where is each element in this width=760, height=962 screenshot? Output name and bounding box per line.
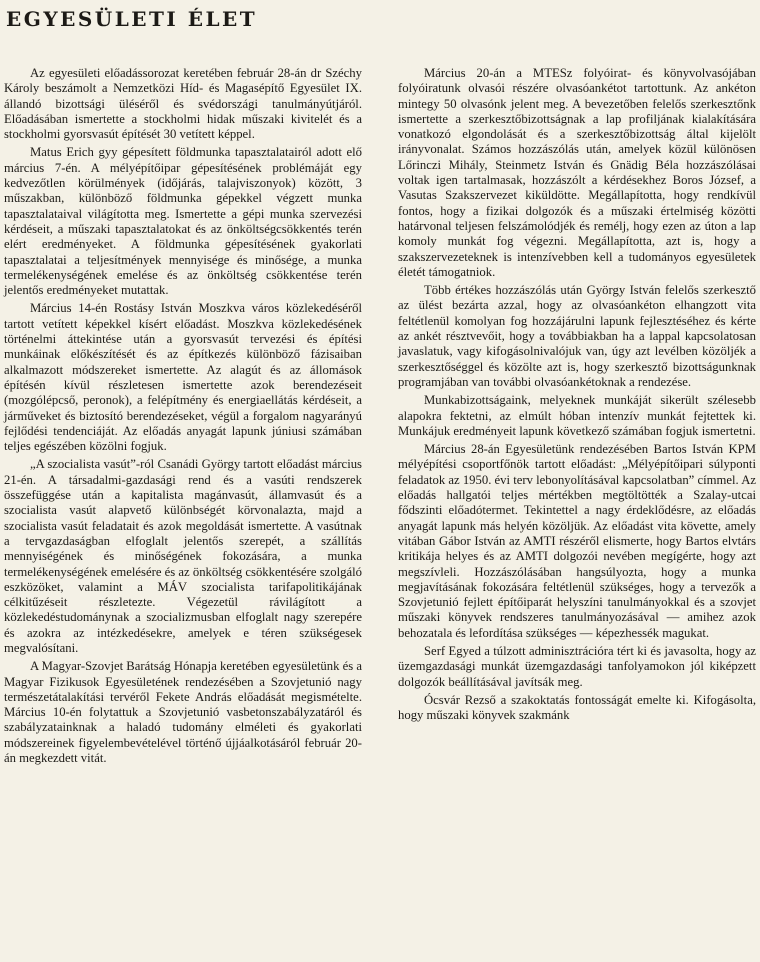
section-heading: EGYESÜLETI ÉLET xyxy=(6,7,258,31)
right-column xyxy=(398,66,756,726)
article-paragraph: A Magyar-Szovjet Barátság Hónapja keretében egyesületünk és a Magyar Fizikusok Egyesületének rendezésében a Szovjetunió nagy természetátalakítási tervéről Fekete András előadását megismételte. Március 10-én folytattuk a Szovjetunió vasbetonszabályzatáról és szabályzatainknak a haladó tudomány elméleti és gyakorlati módszereinek figyelembevételével történő újjáalkotásáról február 20-án megkezdett vitát. xyxy=(4,659,362,766)
left-column xyxy=(4,66,362,769)
article-paragraph: Ócsvár Rezső a szakoktatás fontosságát emelte ki. Kifogásolta, hogy műszaki könyvek szakmánk xyxy=(398,692,756,723)
article-paragraph: Március 28-án Egyesületünk rendezésében Bartos István KPM mélyépítési csoportfőnök tartott előadást: „Mélyépítőipari súlyponti feladatok az 1950. évi terv lebonyolításával kapcsolatban” címmel. Az előadás hallgatói teljes mértékben megtöltötték a Szalay-utcai fődszinti előadótermet. Tekintettel a nagy érdeklődésre, az előadás anyagát lapunk más helyén közöljük. Az előadást vita követte, amely vitában Gábor István az AMTI részéről elismerte, hogy Bartos elvtárs kritikája helyes és az AMTI dolgozói nevében megígérte, hogy azt megszívleli. Hozzászólásában hangsúlyozta, hogy a munka megjavításának fokozására feltétlenül szükséges, hogy a tervezők a Szovjetunió fejlett építőiparát helyszíni tanulmányokkal és a szovjet műszaki könyvek rendszeres tanulmányozásával — amihez azok behozatala és lefordítása szükséges — képezhessék magukat. xyxy=(398,442,756,640)
article-paragraph: Munkabizottságaink, melyeknek munkáját sikerült szélesebb alapokra fektetni, az elmúlt hóban intenzív munkát fejtettek ki. Munkájuk eredményeit lapunk következő számában fogjuk ismertetni. xyxy=(398,393,756,438)
article-paragraph: Az egyesületi előadássorozat keretében február 28-án dr Széchy Károly beszámolt a Nemzetközi Híd- és Magasépítő Egyesület IX. állandó bizottsági üléséről és svédországi tanulmányútjáról. Előadásában ismertette a stockholmi hidak műszaki kivitelét és a stockholmi gyorsvasút építését 30 vetített képpel. xyxy=(4,66,362,142)
article-paragraph: Matus Erich gyy gépesített földmunka tapasztalatairól adott elő március 7-én. A mélyépítőipar gépesítésének problémáját egy kedvezőtlen körülmények (időjárás, talajviszonyok) között, 3 műszakban, különböző földmunka gépekkel végzett munka tapasztalataival világította meg. Ismertette a gépi munka szervezési kérdéseit, a műszaki tapasztalatokat és az önköltségcsökkentés terén elért eredményeket. A földmunka gépesítésének gyakorlati tapasztalatai a teljesítmények mennyisége és minősége, a munka termelékenységének emelése és az önköltség csökkentése terén jelentős eredményeket mutattak. xyxy=(4,145,362,298)
article-paragraph: Március 14-én Rostásy István Moszkva város közlekedéséről tartott vetített képekkel kísért előadást. Moszkva közlekedésének történelmi áttekintése után a gyorsvasút tervezési és építési munkáinak előkészítését és az építkezés különböző fázisaiban alkalmazott módszereket ismertette. Az alagút és az állomások építésén kívül részletesen ismertette azok berendezéseit (mozgólépcső, peronok), a felépítmény és energiaellátás kérdéseit, a járműveket és biztosító berendezéseket, végül a forgalom nagyarányú fejlődési tendenciáját. Az előadás anyagát lapunk júniusi számában teljes egészében közölni fogjuk. xyxy=(4,301,362,454)
article-paragraph: Serf Egyed a túlzott adminisztrációra tért ki és javasolta, hogy az üzemgazdasági munkát üzemgazdasági tanfolyamokon jól kiképzett dolgozók beállításával javítsák meg. xyxy=(398,643,756,689)
article-paragraph: Több értékes hozzászólás után György István felelős szerkesztő az ülést bezárta azzal, hogy az olvasóankéton elhangzott vita feltétlenül komolyan fog hozzájárulni lapunk fejlesztéséhez és kérte az ankét résztvevőit, hogy a továbbiakban ha a lappal kapcsolatosan javaslatuk, vagy kifogásolnivalójuk van, úgy azt levélben közöljék a szerkesztőséggel és közölte azt is, hogy szerkesztő bizottságunknak programjában van további olvasóankétoknak a rendezése. xyxy=(398,283,756,389)
article-paragraph: „A szocialista vasút”-ról Csanádi György tartott előadást március 21-én. A társadalmi-gazdasági rend és a vasúti rendszerek összefüggése után a kapitalista magánvasút, államvasút és a szocialista vasút alapvető különbségét körvonalazta, majd a szocialista vasút feladatait és azok megoldását ismertette. A vasútnak a tervgazdaságban elfoglalt jelentős szerepét, a szállítás mennyiségének és minőségének fokozására, a munka termelékenységének emelésére és az önköltség csökkentésére szolgáló eszközöket, valamint a MÁV szocialista tarifapolitikájának célkitűzéseit részletezte. Végezetül rávilágított a közlekedéstudománynak a szocializmusban elfoglalt nagy szerepére és azokra az intézkedésekre, amelyek e téren szükségesek megvalósítani. xyxy=(4,457,362,655)
article-paragraph: Március 20-án a MTESz folyóirat- és könyvolvasójában folyóiratunk olvasói részére olvasóankétot tartottunk. Az ankéton mintegy 50 olvasónk jelent meg. A bevezetőben felelős szerkesztőnk ismertette a szerkesztőbizottságnak a lap profiljának kialakítására vonatkozó elgondolását és a szerkesztőbizottság által kijelölt irányvonalat. Számos hozzászólás után, amelyek közül különösen Lőrinczi Mihály, Steinmetz István és Gnädig Béla hozzászólásai voltak igen tartalmasak, hozzászólt a kérdésekhez Boros József, a Vasutas Szakszervezet kiküldötte. Megállapította, hogy rendkívül fontos, hogy a fizikai dolgozók és a műszaki értelmiség közötti határvonal teljesen felszámolódjék és remélj, hogy ezen az úton a lap komoly munkát fog végezni. Megállapította, azt is, hogy a szakszervezeteknek is intenzívebben kell a tudományos egyesületek életét támogatniok. xyxy=(398,66,756,279)
